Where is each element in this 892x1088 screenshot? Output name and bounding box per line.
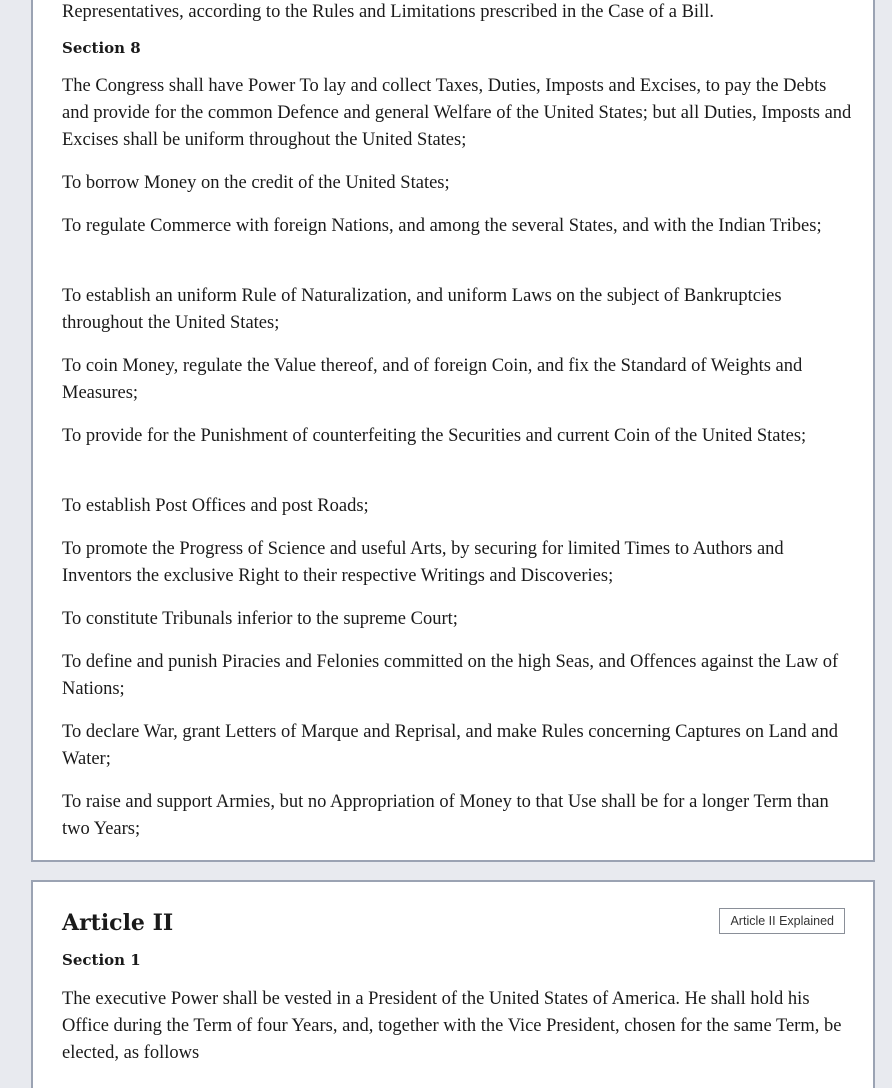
section-8-heading: Section 8 — [62, 39, 141, 57]
clause-taxes: The Congress shall have Power To lay and collect Taxes, Duties, Imposts and Excises, to pay the Debts and provide for the common Defence and general Welfare of the United States; but all Duties, Imposts and Excises shall be uniform throughout the United States; — [62, 76, 852, 150]
clause-science-arts: To promote the Progress of Science and useful Arts, by securing for limited Times to Authors and Inventors the exclusive Right to their respective Writings and Discoveries; — [62, 539, 784, 586]
clause-commerce: To regulate Commerce with foreign Nations, and among the several States, and with the Indian Tribes; — [62, 216, 822, 236]
article-2-explained-button[interactable]: Article II Explained — [719, 908, 845, 934]
clause-declare-war: To declare War, grant Letters of Marque and Reprisal, and make Rules concerning Captures on Land and Water; — [62, 722, 838, 769]
clause-armies: To raise and support Armies, but no Appropriation of Money to that Use shall be for a longer Term than two Years; — [62, 792, 829, 839]
clause-tribunals: To constitute Tribunals inferior to the supreme Court; — [62, 609, 458, 629]
clause-borrow: To borrow Money on the credit of the United States; — [62, 173, 450, 193]
article-1-card — [31, 0, 875, 862]
clause-coin-money: To coin Money, regulate the Value thereof, and of foreign Coin, and fix the Standard of Weights and Measures; — [62, 356, 803, 403]
executive-power-paragraph: The executive Power shall be vested in a President of the United States of America. He shall hold his Office during the Term of four Years, and, together with the Vice President, chosen for the same Term, be elected, as follows — [62, 989, 842, 1063]
clause-naturalization: To establish an uniform Rule of Naturalization, and uniform Laws on the subject of Bankruptcies throughout the United States; — [62, 286, 782, 333]
clause-counterfeiting: To provide for the Punishment of counterfeiting the Securities and current Coin of the United States; — [62, 426, 807, 446]
article-2-card — [31, 880, 875, 1088]
article-2-title: Article II — [62, 910, 174, 936]
section-1-heading: Section 1 — [62, 951, 141, 969]
clause-post-offices: To establish Post Offices and post Roads; — [62, 496, 369, 516]
clause-piracies: To define and punish Piracies and Felonies committed on the high Seas, and Offences against the Law of Nations; — [62, 652, 839, 699]
continued-text: Representatives, according to the Rules and Limitations prescribed in the Case of a Bill. — [62, 2, 714, 22]
